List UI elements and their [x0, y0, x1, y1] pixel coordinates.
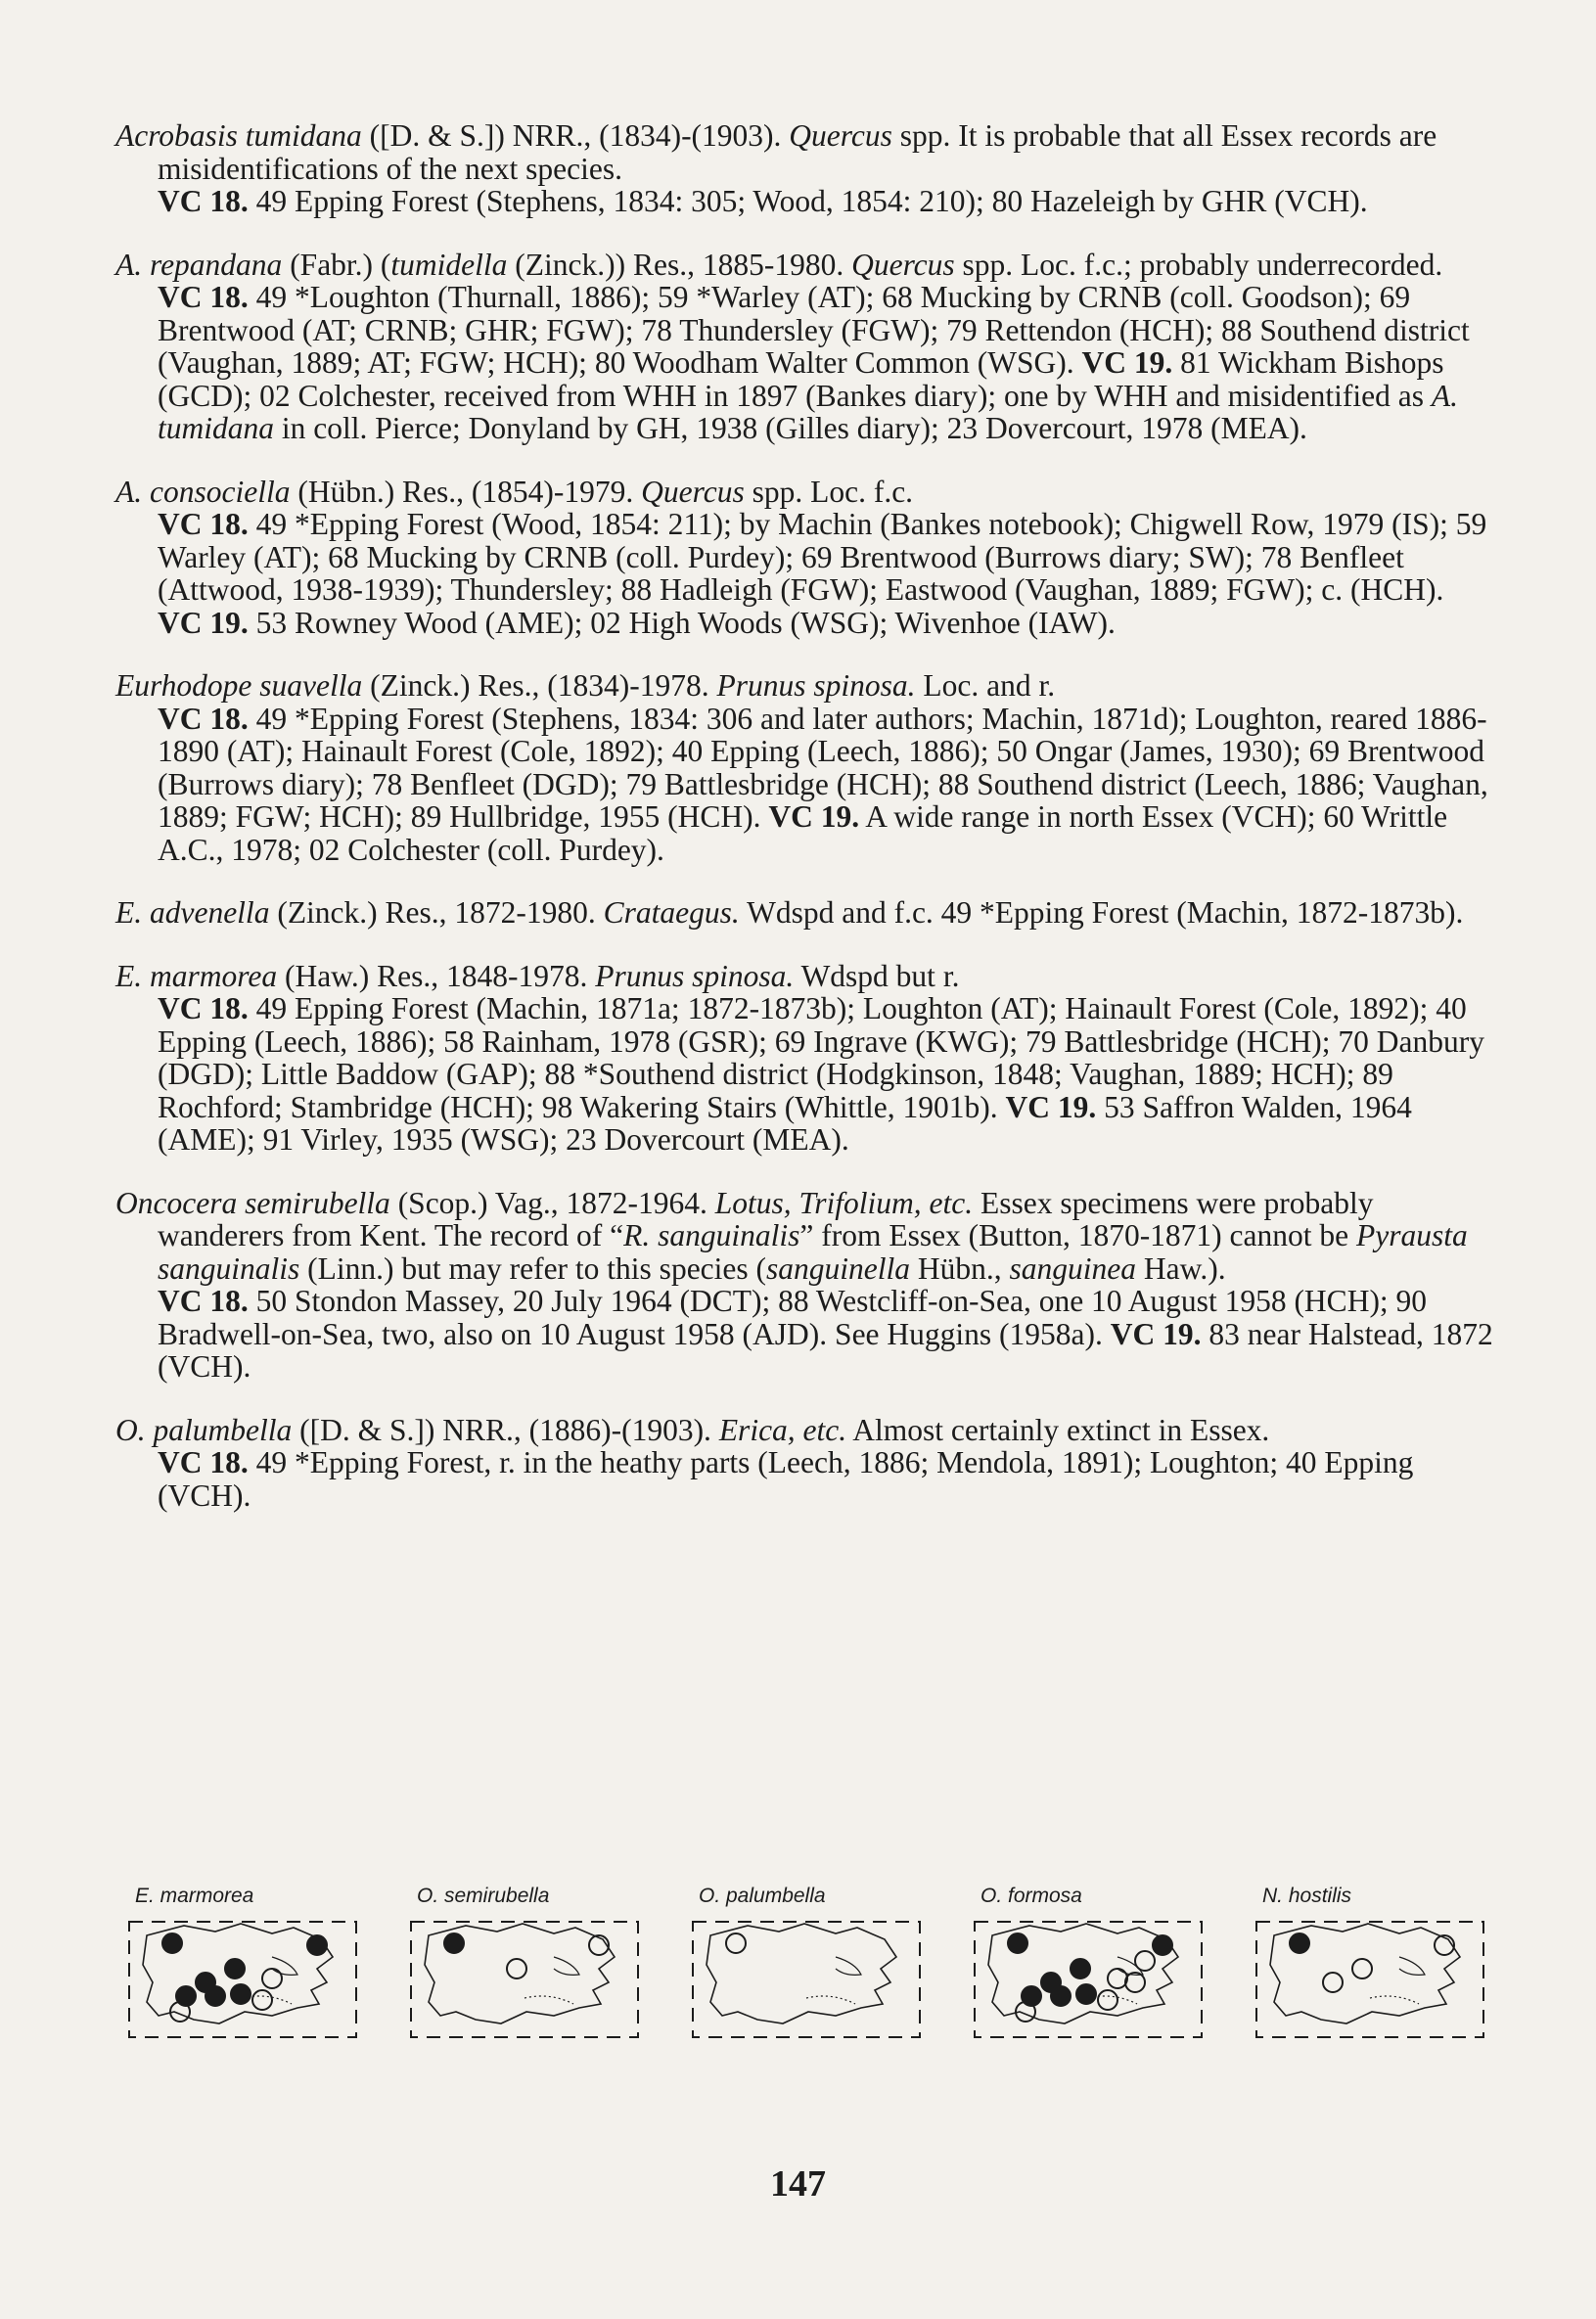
authority: (Zinck.)) Res., 1885-1980. [507, 247, 852, 282]
vc-label: VC 18. [158, 1445, 249, 1479]
host-plant: Quercus [789, 118, 892, 153]
distribution-map [407, 1918, 642, 2041]
record-dot-filled [205, 1986, 225, 2006]
record-dot-filled [1051, 1986, 1071, 2006]
vc18-records [158, 185, 1495, 218]
vc-text: in coll. Pierce; Donyland by GH, 1938 (Gilles diary); 23 Dovercourt, 1978 (MEA). [274, 411, 1307, 445]
vc-text: A wide range in north Essex (VCH); 60 Writtle A.C., 1978; 02 Colchester (coll. Purdey). [158, 799, 1448, 867]
entry-eurhodope-suavella [115, 669, 1495, 866]
vc-text: 81 Wickham Bishops (GCD); 02 Colchester, received from WHH in 1897 (Bankes diary); one by WHH and misidentified as [158, 345, 1444, 413]
vc-boundary [524, 1996, 573, 2004]
map-o-palumbella [689, 1885, 924, 2041]
host-plant: Quercus [641, 474, 745, 509]
distribution-map [1253, 1918, 1487, 2041]
vc-label: VC 19. [768, 799, 860, 834]
vc-boundary [1370, 1996, 1419, 2004]
record-dot-filled [1008, 1933, 1027, 1953]
host-plant: Quercus [851, 247, 955, 282]
taxon-name: Oncocera semirubella [115, 1185, 390, 1220]
vc-text: 49 *Epping Forest (Stephens, 1834: 306 and later authors; Machin, 1871d); Loughton, reared 1886-1890 (AT); Hainault Forest (Cole, 1892); 40 Epping (Leech, 1886); 50 Ongar (James, 1930); 69 Brentwood (Burrows diary); 78 Benfleet (DGD); 79 Battlesbridge (HCH); 88 Southend district (Leech, 1886; Vaughan, 1889; FGW; HCH); 89 Hullbridge, 1955 (HCH). [158, 701, 1488, 834]
vc-text: 83 near Halstead, 1872 (VCH). [158, 1316, 1493, 1384]
record-dot-open [1323, 1973, 1343, 1992]
vc-label: VC 19. [1005, 1089, 1097, 1124]
vc-label: VC 18. [158, 991, 249, 1025]
taxon-name: Acrobasis tumidana [115, 118, 362, 153]
estuary-line [272, 1957, 297, 1975]
vc-label: VC 19. [158, 605, 249, 640]
vc-label: VC 18. [158, 1284, 249, 1318]
record-dot-open [262, 1969, 282, 1988]
page-number: 147 [770, 2163, 826, 2205]
authority: (Zinck.) Res., (1834)-1978. [362, 668, 717, 703]
entry-o-palumbella [115, 1414, 1495, 1513]
estuary-line [1399, 1957, 1425, 1975]
map-o-formosa [971, 1885, 1206, 2041]
status-note: Haw.). [1136, 1250, 1226, 1286]
record-dot-open [1352, 1959, 1372, 1978]
map-n-hostilis [1253, 1885, 1487, 2041]
authority: (Zinck.) Res., 1872-1980. [269, 895, 604, 930]
estuary-line [1117, 1957, 1143, 1975]
status-note: (Linn.) but may refer to this species ( [299, 1250, 767, 1286]
status-note: Almost certainly extinct in Essex. [846, 1412, 1270, 1447]
status-note: spp. Loc. f.c.; probably underrecorded. [954, 247, 1443, 282]
record-dot-filled [444, 1933, 464, 1953]
vc-text: 49 Epping Forest (Stephens, 1834: 305; Wood, 1854: 210); 80 Hazeleigh by GHR (VCH). [248, 184, 1368, 218]
status-note: spp. Loc. f.c. [744, 474, 914, 509]
record-dot-filled [162, 1933, 182, 1953]
record-dot-open [1108, 1969, 1127, 1988]
italic-taxon: sanguinella [766, 1250, 911, 1286]
authority: (Haw.) Res., 1848-1978. [277, 958, 596, 993]
status-note: Wdspd and f.c. 49 *Epping Forest (Machin, 1872-1873b). [739, 895, 1464, 930]
host-plant: Erica, etc. [718, 1412, 847, 1447]
status-note: Loc. and r. [915, 668, 1056, 703]
vc18-records [158, 281, 1495, 445]
vc-label: VC 18. [158, 184, 249, 218]
quoted-taxon: R. sanguinalis [623, 1218, 800, 1252]
vc-text: 49 *Epping Forest, r. in the heathy parts (Leech, 1886; Mendola, 1891); Loughton; 40 Epping (VCH). [158, 1445, 1414, 1513]
entry-e-marmorea [115, 960, 1495, 1157]
status-note: spp. It is probable that all Essex records are misidentifications of the next species. [158, 118, 1437, 186]
vc-label: VC 18. [158, 280, 249, 314]
vc-text: 50 Stondon Massey, 20 July 1964 (DCT); 88 Westcliff-on-Sea, one 10 August 1958 (HCH); 90 Bradwell-on-Sea, two, also on 10 August 1958 (AJD). See Huggins (1958a). [158, 1284, 1428, 1351]
distribution-map [689, 1918, 924, 2041]
taxon-name: E. advenella [115, 895, 270, 930]
record-dot-filled [1290, 1933, 1309, 1953]
host-plant: Lotus, Trifolium, etc. [714, 1185, 974, 1220]
entry-a-repandana [115, 249, 1495, 445]
vc18-records [158, 1446, 1495, 1512]
county-outline [707, 1924, 896, 2023]
record-dot-filled [225, 1959, 245, 1978]
status-note: ” from Essex (Button, 1870-1871) cannot be [799, 1218, 1356, 1252]
distribution-map [125, 1918, 360, 2041]
map-e-marmorea [125, 1885, 360, 2041]
map-caption: O. semirubella [417, 1885, 550, 1907]
record-dot-filled [231, 1984, 251, 2004]
record-dot-open [252, 1990, 272, 2010]
authority: ([D. & S.]) NRR., (1886)-(1903). [292, 1412, 719, 1447]
map-caption: O. formosa [980, 1885, 1082, 1907]
record-dot-filled [1076, 1984, 1096, 2004]
record-dot-open [1125, 1973, 1145, 1992]
vc-text: 49 Epping Forest (Machin, 1871a; 1872-1873b); Loughton (AT); Hainault Forest (Cole, 1892); 40 Epping (Leech, 1886); 58 Rainham, 1978 (GSR); 69 Ingrave (KWG); 79 Battlesbridge (HCH); 70 Danbury (DGD); Little Baddow (GAP); 88 *Southend district (Hodgkinson, 1848; Vaughan, 1889; HCH); 89 Rochford; Stambridge (HCH); 98 Wakering Stairs (Whittle, 1901b). [158, 991, 1484, 1124]
status-note: Hübn., [910, 1250, 1010, 1286]
italic-taxon: sanguinea [1009, 1250, 1137, 1286]
vc-label: VC 19. [1110, 1316, 1202, 1351]
taxon-name: A. repandana [115, 247, 283, 282]
estuary-line [554, 1957, 579, 1975]
vc18-records [158, 992, 1495, 1157]
vc-text: 49 *Epping Forest (Wood, 1854: 211); by Machin (Bankes notebook); Chigwell Row, 1979 (IS); 59 Warley (AT); 68 Mucking by CRNB (coll. Purdey); 69 Brentwood (Burrows diary; SW); 78 Benfleet (Attwood, 1938-1939); Thundersley; 88 Hadleigh (FGW); Eastwood (Vaughan, 1889; FGW); c. (HCH). [158, 507, 1487, 607]
map-o-semirubella [407, 1885, 642, 2041]
record-dot-filled [1153, 1935, 1172, 1955]
authority: ([D. & S.]) NRR., (1834)-(1903). [361, 118, 790, 153]
taxon-name: O. palumbella [115, 1412, 293, 1447]
vc-label: VC 19. [1081, 345, 1173, 380]
host-plant: Prunus spinosa. [595, 958, 795, 993]
status-note: Wdspd but r. [794, 958, 960, 993]
synonym: tumidella [390, 247, 508, 282]
vc-text: 53 Saffron Walden, 1964 (AME); 91 Virley, 1935 (WSG); 23 Dovercourt (MEA). [158, 1089, 1412, 1157]
record-dot-open [1098, 1990, 1117, 2010]
record-dot-filled [1071, 1959, 1090, 1978]
record-dot-open [1135, 1951, 1155, 1971]
entry-acrobasis-tumidana [115, 119, 1495, 218]
host-plant: Crataegus. [603, 895, 740, 930]
map-caption: E. marmorea [135, 1885, 254, 1907]
map-caption: O. palumbella [699, 1885, 826, 1907]
vc-text: 49 *Loughton (Thurnall, 1886); 59 *Warley (AT); 68 Mucking by CRNB (coll. Goodson); 69 Brentwood (AT; CRNB; GHR; FGW); 78 Thundersley (FGW); 79 Rettendon (HCH); 88 Southend district (Vaughan, 1889; AT; FGW; HCH); 80 Woodham Walter Common (WSG). [158, 280, 1470, 380]
estuary-line [836, 1957, 861, 1975]
distribution-maps [125, 1885, 1515, 2041]
status-note: Essex specimens were probably wanderers from Kent. The record of “ [158, 1185, 1374, 1252]
species-accounts [115, 119, 1495, 1542]
entry-a-consociella [115, 476, 1495, 640]
italic-taxon: A. tumidana [158, 378, 1459, 445]
vc18-records [158, 508, 1495, 639]
taxon-name: E. marmorea [115, 958, 278, 993]
map-caption: N. hostilis [1262, 1885, 1352, 1907]
record-dot-open [507, 1959, 526, 1978]
taxon-name: A. consociella [115, 474, 291, 509]
authority: (Hübn.) Res., (1854)-1979. [290, 474, 642, 509]
host-plant: Prunus spinosa. [716, 668, 916, 703]
entry-oncocera-semirubella [115, 1187, 1495, 1384]
vc-boundary [806, 1996, 855, 2004]
record-dot-open [726, 1933, 746, 1953]
taxon-name: Eurhodope suavella [115, 668, 363, 703]
vc-label: VC 18. [158, 701, 249, 736]
vc18-records [158, 703, 1495, 867]
authority: (Scop.) Vag., 1872-1964. [389, 1185, 715, 1220]
record-dot-filled [307, 1935, 327, 1955]
distribution-map [971, 1918, 1206, 2041]
italic-taxon: Pyrausta sanguinalis [158, 1218, 1468, 1286]
vc-text: 53 Rowney Wood (AME); 02 High Woods (WSG); Wivenhoe (IAW). [248, 605, 1116, 640]
vc18-records [158, 1285, 1495, 1384]
authority: (Fabr.) ( [282, 247, 391, 282]
entry-e-advenella [115, 896, 1495, 930]
vc-label: VC 18. [158, 507, 249, 541]
